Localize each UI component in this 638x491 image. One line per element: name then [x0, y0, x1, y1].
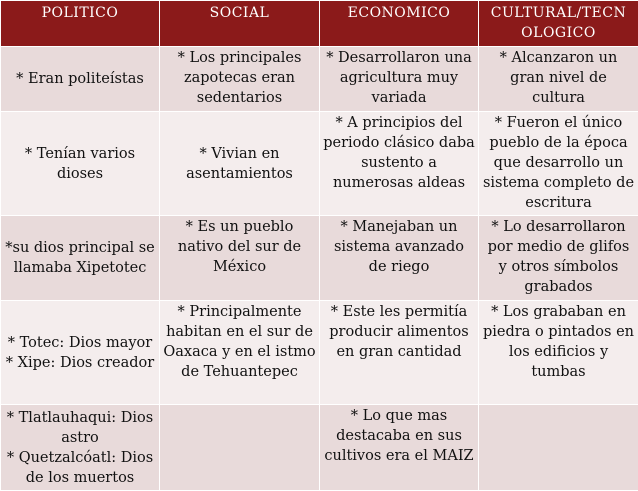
- cell-text: * Lo desarrollaron por medio de glifos y otros símbolos grabados: [482, 217, 635, 297]
- cell-text: *su dios principal se llamaba Xipetotec: [4, 238, 156, 278]
- cell-politico: [1, 301, 160, 405]
- table-row: [1, 112, 638, 216]
- header-economico: ECONOMICO: [320, 1, 479, 47]
- header-cultural: CULTURAL/TECN OLOGICO: [479, 1, 638, 47]
- cell-text: * Lo que mas destacaba en sus cultivos era el MAIZ: [323, 406, 475, 466]
- cell-text: * Tenían varios dioses: [4, 144, 156, 184]
- cell-economico: [320, 301, 479, 405]
- cell-social: [160, 112, 320, 216]
- cell-cultural: [479, 405, 638, 491]
- cell-politico: [1, 112, 160, 216]
- cell-cultural: [479, 47, 638, 112]
- cell-social: [160, 47, 320, 112]
- cell-text: * Eran politeístas: [4, 69, 156, 89]
- cell-text: * Desarrollaron una agricultura muy variada: [323, 48, 475, 108]
- cell-text: * Principalmente habitan en el sur de Oaxaca y en el istmo de Tehuantepec: [163, 302, 316, 382]
- cell-text: * Este les permitía producir alimentos en gran cantidad: [323, 302, 475, 362]
- table-row: [1, 47, 638, 112]
- cell-social: [160, 301, 320, 405]
- cell-text: * Fueron el único pueblo de la época que desarrollo un sistema completo de escritura: [482, 113, 635, 213]
- table-row: [1, 301, 638, 405]
- cell-economico: [320, 405, 479, 491]
- cell-text: * Quetzalcóatl: Dios de los muertos: [4, 448, 156, 488]
- cell-social: [160, 216, 320, 301]
- cell-cultural: [479, 216, 638, 301]
- cell-politico: [1, 216, 160, 301]
- cell-text: * Manejaban un sistema avanzado de riego: [323, 217, 475, 277]
- header-row: [1, 1, 638, 47]
- cell-text: * Vivian en asentamientos: [163, 144, 316, 184]
- cell-text: * A principios del periodo clásico daba sustento a numerosas aldeas: [323, 113, 475, 193]
- cell-text: * Tlatlauhaqui: Dios astro: [4, 408, 156, 448]
- cell-text: * Es un pueblo nativo del sur de México: [163, 217, 316, 277]
- cell-economico: [320, 47, 479, 112]
- cell-cultural: [479, 112, 638, 216]
- table-row: [1, 216, 638, 301]
- cell-politico: [1, 405, 160, 491]
- cell-text: * Alcanzaron un gran nivel de cultura: [482, 48, 635, 108]
- cell-cultural: [479, 301, 638, 405]
- cell-text: * Los grababan en piedra o pintados en los edificios y tumbas: [482, 302, 635, 382]
- table-row: [1, 405, 638, 491]
- header-social: SOCIAL: [160, 1, 320, 47]
- cell-text: * Los principales zapotecas eran sedentarios: [163, 48, 316, 108]
- cell-economico: [320, 216, 479, 301]
- cell-text: * Xipe: Dios creador: [4, 353, 156, 373]
- cell-text: * Totec: Dios mayor: [4, 333, 156, 353]
- cell-economico: [320, 112, 479, 216]
- cell-politico: [1, 47, 160, 112]
- header-politico: POLITICO: [1, 1, 160, 47]
- cell-social: [160, 405, 320, 491]
